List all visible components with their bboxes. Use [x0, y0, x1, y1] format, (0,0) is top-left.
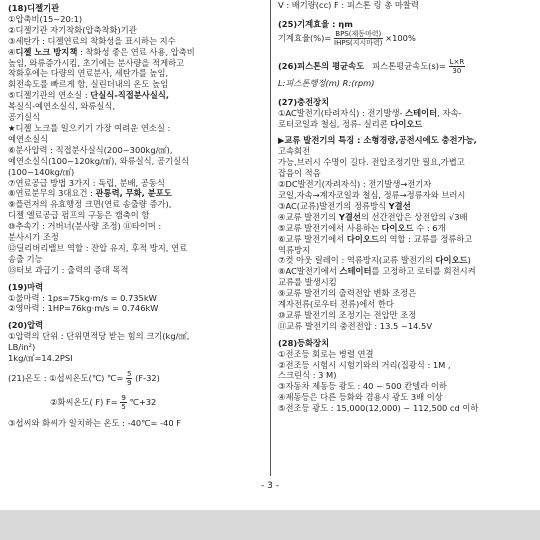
text-line: ★디젤 노크를 일으키기 가장 여려운 연소실 :	[8, 122, 171, 133]
page-number: - 3 -	[261, 481, 279, 491]
top-line: V : 배기량(cc) F : 피스톤 링 총 마찰력	[278, 0, 419, 10]
text-line: 스크린식 : 3 M)	[278, 370, 337, 381]
text-line: ③자동차 제동등 광도 : 40 ~ 500 칸델라 이하	[278, 381, 447, 392]
text-line: ③세탄가 : 디젤연료의 착화성을 표시하는 지수	[8, 35, 176, 46]
section-20-body	[8, 331, 266, 364]
text-line: 계자전류(로우터 전류)에서 한다	[278, 299, 394, 310]
text-line: ④제동등은 다른 등화와 겸용시 광도 3배 이상	[278, 392, 443, 403]
section-18-body	[8, 14, 266, 276]
text-line: 분사시기 조정	[8, 232, 59, 243]
section-21-fahrenheit: ②화씨온도( F) F= $\frac{9}{5}$ ℃+32	[50, 394, 157, 411]
text-line: ②DC발전기(자려자식) : 전기발생→전기자	[278, 179, 432, 190]
fraction: $\frac{5}{9}$	[126, 370, 132, 387]
text-line: 회전속도를 빠르게 함, 실린더내의 온도 높임	[8, 79, 169, 90]
text-line: 1kg/㎠=14.2PSI	[8, 353, 73, 364]
section-28-title: (28)등화장치	[278, 337, 330, 348]
section-26-legend: L:피스톤행정(m) R:(rpm)	[278, 77, 375, 88]
section-25-title: (25)기계효율 : ηm	[278, 18, 353, 29]
bottom-margin	[0, 510, 540, 540]
text-line: ③AC(교류)발전기의 정류방식 Y결선	[278, 200, 411, 211]
text-line: ②영마력 : 1HP=76kg·m/s = 0.746kW	[8, 303, 159, 314]
section-19-body	[8, 293, 266, 315]
text-line: ②전조등 시험시 시험기와의 거리(집광식 : 1M ,	[278, 359, 451, 370]
text-line: 착화후에는 다량의 연료분사, 세탄가를 높임,	[8, 68, 169, 79]
ac-features-body	[278, 146, 536, 331]
text-line: ②디젤기관 자기착화(압축착화)기관	[8, 24, 137, 35]
fraction: $\frac{L\times R}{30}$	[449, 57, 465, 75]
section-27-body	[278, 108, 536, 130]
text-line: ⑨플런저의 유효행정 크면(연료 송출량 증가),	[8, 199, 172, 210]
text-line: ⑤교류 발전기에서 사용하는 다이오드 수 : 6개	[278, 222, 446, 233]
text-line: ⑥교류 발전기에서 다이오드의 역할 : 교류를 정류하고	[278, 233, 473, 244]
text-line: 높임, 와류증가시킴, 초기에는 분사량을 적게하고	[8, 57, 185, 68]
section-18-title: (18)디젤기관	[8, 3, 60, 13]
text-line: 코일,자속→계자코일과 철심, 정류→정류자와 브러시	[278, 189, 466, 200]
text-line: ⑦연료공급 방법 3가지 : 독립, 분배, 공동식	[8, 177, 165, 188]
text-line: ④디젤 노크 방지책 : 착화성 좋은 연료 사용, 압축비	[8, 46, 195, 57]
text-line: 공기실식	[8, 112, 41, 123]
section-28-body	[278, 349, 536, 414]
text-line: 잡음이 적음	[278, 168, 321, 179]
section-27-title: (27)충전장치	[278, 96, 330, 107]
text-line: ④교류 발전기의 Y결선의 선간전압은 상전압의 √3배	[278, 211, 468, 222]
section-21-equal-temp: ③섭씨와 화씨가 일치하는 온도 : -40℃= -40 F	[8, 418, 182, 428]
text-line: (100~140kg/㎠)	[8, 166, 75, 177]
text-line: 역류방지	[278, 244, 311, 255]
fraction: $\frac{9}{5}$	[121, 394, 126, 411]
fraction: $\frac{\text{BPS(제동마력)}}{\text{IHPS(지시마력)}}$	[334, 29, 383, 47]
text-line: 디젤 엘료공급 펌프의 구동은 캠축이 함	[8, 210, 150, 221]
text-line: ⑬터보 과급기 : 출력의 증대 목적	[8, 264, 129, 275]
text-line: ⑤전조등 광도 : 15,000(12,000) ~ 112,500 cd 이하	[278, 403, 479, 414]
section-26-title: (26)피스톤의 평균속도	[278, 60, 365, 71]
ac-features-title: ▶교류 발전기의 특징 : 소형경량,공전시에도 충전가능,	[278, 135, 477, 146]
text-line: ①AC발전기(타려자식) : 전기발생- 스테이터, 자속-	[278, 107, 462, 118]
text-line: ⑩추속기 : 거버너(분사량 조정) ⑪타이머 :	[8, 221, 162, 232]
section-21-celsius: (21)온도 : ①섭씨온도(℃) ℃= $\frac{5}{9}$ (F-32)	[8, 370, 160, 387]
text-line: 고속회전	[278, 146, 311, 157]
column-divider	[270, 0, 271, 476]
text-line: ①불마력 : 1ps=75kg·m/s = 0.735kW	[8, 292, 157, 303]
text-line: 복실식-예연소실식, 와류실식,	[8, 101, 116, 112]
text-line: 예연소실식	[8, 133, 49, 144]
section-26: (26)피스톤의 평균속도 피스톤평균속도(s)= $\frac{L\times R}{30}$	[278, 57, 465, 75]
text-line: ⑪교류 발전기의 충전전압 : 13.5 ~14.5V	[278, 320, 433, 331]
text-line: ①전조등 회로는 병렬 연결	[278, 348, 374, 359]
text-line: ⑦컷 아웃 릴레이 : 역류방지(교류 발전기의 다이오드)	[278, 255, 471, 266]
text-line: ①압축비(15~20:1)	[8, 13, 83, 24]
section-19-title: (19)마력	[8, 281, 44, 292]
text-line: ⑧AC발전기에서 스테이터를 고정하고 로터를 회전시켜	[278, 266, 476, 277]
text-line: LB/in²)	[8, 342, 36, 353]
text-line: 예연소실식(100~120kg/㎠), 와류실식, 공기실식	[8, 155, 190, 166]
mechanical-efficiency-formula: 기계효율(%)= $\frac{\text{BPS(제동마력)}}{\text{IHPS(지시마력)}}$ ×100%	[278, 29, 416, 47]
text-line: 교류를 발생시킴	[278, 277, 337, 288]
text-line: ⑫딜리버리밸브 역할 : 잔압 유지, 후적 방지, 연료	[8, 242, 188, 253]
text-line: 가능,브러시 수명이 길다. 전압조정기만 필요,가볍고	[278, 157, 465, 168]
right-column	[278, 0, 536, 414]
text-line: ⑨교류 발전기의 출력전압 변화 조정은	[278, 288, 417, 299]
left-column	[8, 0, 266, 429]
text-line: ⑤디젤기관의 연소실 : 단실식-직접분사실식,	[8, 90, 169, 101]
text-line: ⑧연료분무의 3대요건 : 관통력, 무화, 분포도	[8, 188, 172, 199]
text-line: 송출 기능	[8, 253, 43, 264]
text-line: ⑥분사압력 : 직접분사실식(200~300kg/㎠),	[8, 144, 173, 155]
text-line: 로터코일과 철심, 정류- 실리콘 다이오드	[278, 118, 423, 129]
section-20-title: (20)압력	[8, 320, 44, 331]
text-line: ⑩교류 발전기의 조정기는 전압만 조정	[278, 309, 417, 320]
text-line: ①압력의 단위 : 단위면적당 받는 힘의 크기(kg/㎠,	[8, 331, 190, 342]
